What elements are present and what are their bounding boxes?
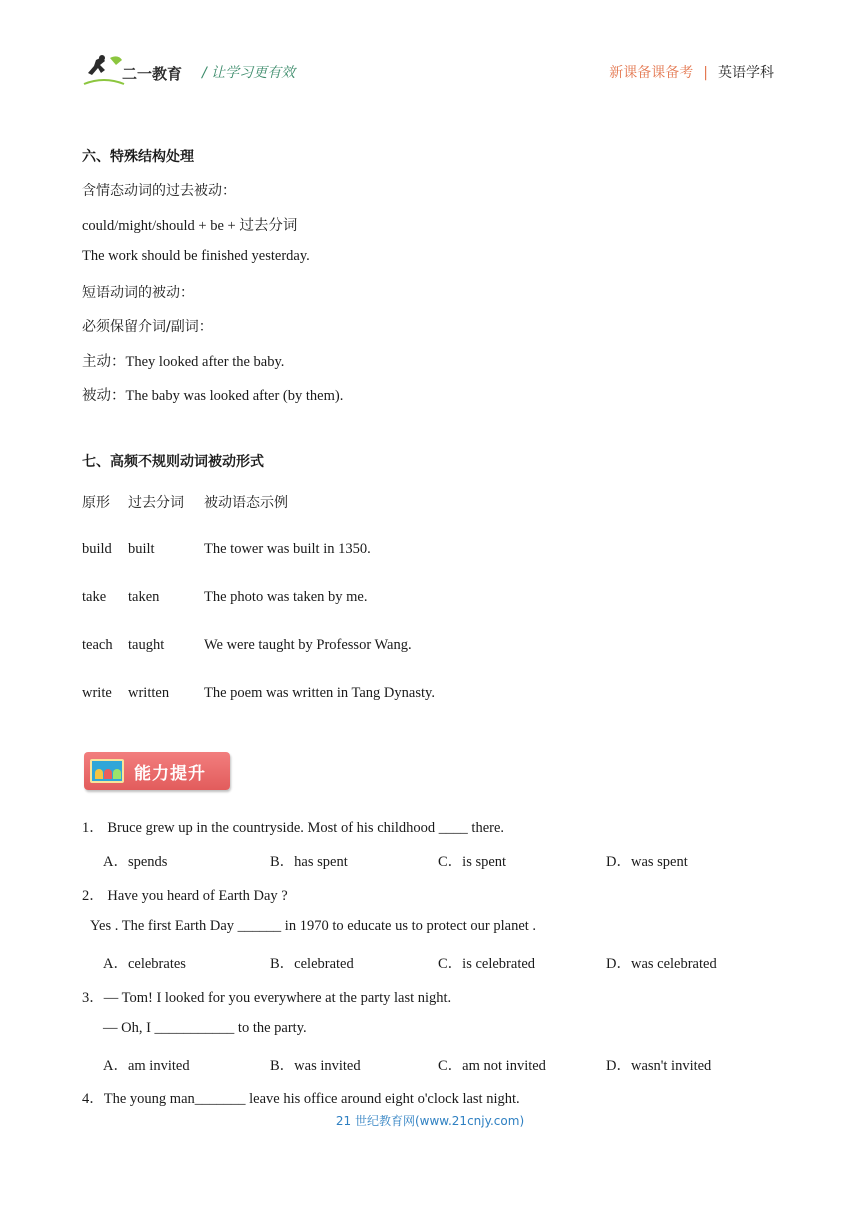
slogan: / 让学习更有效 [202,65,296,81]
logo-text: 二一教育 [122,65,183,83]
table-cell: teach [82,637,113,653]
question-1-option-c: C．is spent [438,854,507,870]
question-3-option-b: B．was invited [270,1058,361,1074]
question-2-option-c: C．is celebrated [438,956,536,972]
column-header: 原形 [82,495,110,511]
page-header [82,54,774,90]
table-cell: The poem was written in Tang Dynasty. [204,685,435,701]
question-2-stem: 2． Have you heard of Earth Day ? [82,888,288,904]
table-cell: taken [128,589,160,605]
table-cell: take [82,589,107,605]
question-3-option-d: D．wasn't invited [606,1058,712,1074]
question-2-option-b: B．celebrated [270,956,354,972]
header-tag: 新课备课备考 [609,65,694,81]
header-subject [609,62,774,82]
runner-logo-icon [82,54,190,88]
table-cell: The photo was taken by me. [204,589,368,605]
text-line: 被动：The baby was looked after (by them). [82,388,344,404]
table-cell: write [82,685,112,701]
ability-banner [84,752,230,790]
question-3-option-a: A．am invited [103,1058,190,1074]
header-subject-label: 英语学科 [718,65,774,81]
question-2-stem-continued: Yes . The first Earth Day ______ in 1970 to educate us to protect our planet . [90,918,537,934]
logo [82,54,190,88]
text-line: 主动：They looked after the baby. [82,354,285,370]
question-1-option-d: D．was spent [606,854,688,870]
header-separator: | [703,65,708,81]
question-4-stem: 4．The young man_______ leave his office around eight o'clock last night. [82,1091,520,1107]
question-2-option-d: D．was celebrated [606,956,717,972]
table-cell: build [82,541,112,557]
question-1-stem: 1． Bruce grew up in the countryside. Most of his childhood ____ there. [82,820,505,836]
page-footer[interactable]: 21 世纪教育网(www.21cnjy.com) [335,1114,525,1128]
text-line: could/might/should + be + 过去分词 [82,218,298,234]
question-2-option-a: A．celebrates [103,956,186,972]
table-cell: We were taught by Professor Wang. [204,637,412,653]
section7-heading: 七、高频不规则动词被动形式 [82,454,264,470]
question-3-stem: 3．— Tom! I looked for you everywhere at the party last night. [82,990,452,1006]
section6-heading: 六、特殊结构处理 [82,149,194,165]
question-3-option-c: C．am not invited [438,1058,546,1074]
text-line: 必须保留介词/副词： [82,319,213,335]
banner-label: 能力提升 [134,764,206,784]
column-header: 被动语态示例 [204,495,288,511]
text-line: 短语动词的被动： [82,285,194,301]
question-1-option-a: A．spends [103,854,168,870]
column-header: 过去分词 [128,495,184,511]
text-line: 含情态动词的过去被动： [82,183,236,199]
table-cell: written [128,685,170,701]
class-picture-icon [90,759,124,783]
question-3-stem-continued: — Oh, I ___________ to the party. [103,1020,307,1036]
question-1-option-b: B．has spent [270,854,348,870]
table-cell: taught [128,637,165,653]
text-line: The work should be finished yesterday. [82,248,310,264]
table-cell: built [128,541,155,557]
table-cell: The tower was built in 1350. [204,541,371,557]
